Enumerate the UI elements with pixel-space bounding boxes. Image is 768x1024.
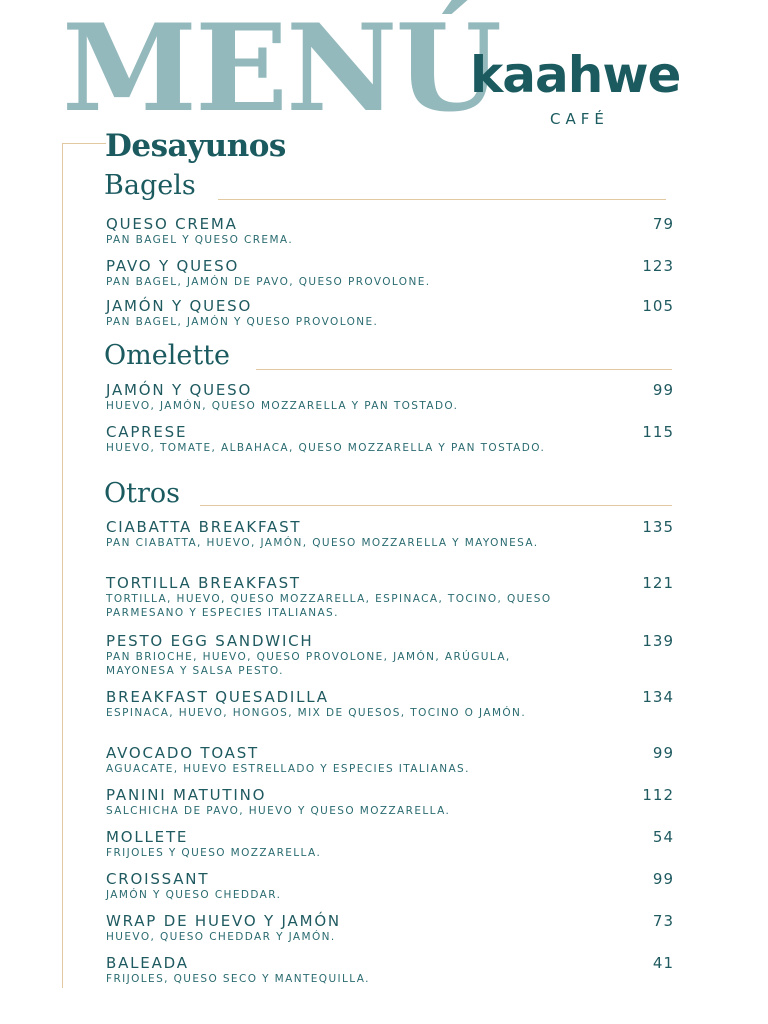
menu-item bbox=[106, 423, 674, 455]
category-title-omelette: Omelette bbox=[104, 340, 231, 371]
menu-item bbox=[106, 912, 674, 944]
menu-item bbox=[106, 828, 674, 860]
item-description: ESPINACA, HUEVO, HONGOS, MIX DE QUESOS, TOCINO O JAMÓN. bbox=[106, 707, 527, 719]
frame-border-left bbox=[62, 143, 63, 988]
category-divider-otros bbox=[200, 505, 672, 506]
menu-item bbox=[106, 297, 674, 329]
item-description: TORTILLA, HUEVO, QUESO MOZZARELLA, ESPINACA, TOCINO, QUESO PARMESANO Y ESPECIES ITALIANAS. bbox=[106, 593, 552, 619]
item-description: PAN CIABATTA, HUEVO, JAMÓN, QUESO MOZZARELLA Y MAYONESA. bbox=[106, 537, 539, 549]
item-name: JAMÓN Y QUESO bbox=[106, 381, 253, 399]
item-description: PAN BAGEL, JAMÓN DE PAVO, QUESO PROVOLONE. bbox=[106, 276, 431, 288]
item-price: 99 bbox=[652, 381, 674, 399]
item-description: SALCHICHA DE PAVO, HUEVO Y QUESO MOZZARELLA. bbox=[106, 805, 451, 817]
item-description: PAN BAGEL Y QUESO CREMA. bbox=[106, 234, 294, 246]
item-price: 139 bbox=[642, 632, 674, 650]
item-description: PAN BAGEL, JAMÓN Y QUESO PROVOLONE. bbox=[106, 316, 379, 328]
menu-item bbox=[106, 744, 674, 776]
item-price: 99 bbox=[652, 870, 674, 888]
section-title: Desayunos bbox=[105, 128, 286, 164]
menu-item bbox=[106, 786, 674, 818]
menu-title: MENÚ bbox=[62, 0, 500, 139]
item-description: FRIJOLES, QUESO SECO Y MANTEQUILLA. bbox=[106, 973, 370, 985]
item-description: HUEVO, QUESO CHEDDAR Y JAMÓN. bbox=[106, 931, 336, 943]
menu-item bbox=[106, 954, 674, 986]
item-price: 121 bbox=[642, 574, 674, 592]
menu-item bbox=[106, 518, 674, 550]
item-price: 123 bbox=[642, 257, 674, 275]
brand-logo bbox=[470, 46, 710, 128]
category-title-otros: Otros bbox=[104, 478, 181, 509]
item-price: 79 bbox=[652, 215, 674, 233]
item-price: 41 bbox=[652, 954, 674, 972]
item-price: 73 bbox=[652, 912, 674, 930]
frame-border-top bbox=[62, 143, 106, 144]
item-price: 99 bbox=[652, 744, 674, 762]
item-name: MOLLETE bbox=[106, 828, 189, 846]
item-name: PANINI MATUTINO bbox=[106, 786, 267, 804]
item-description: HUEVO, JAMÓN, QUESO MOZZARELLA Y PAN TOSTADO. bbox=[106, 400, 459, 412]
menu-item bbox=[106, 574, 674, 620]
item-name: TORTILLA BREAKFAST bbox=[106, 574, 301, 592]
item-name: BREAKFAST QUESADILLA bbox=[106, 688, 329, 706]
item-price: 54 bbox=[652, 828, 674, 846]
item-price: 134 bbox=[642, 688, 674, 706]
item-description: JAMÓN Y QUESO CHEDDAR. bbox=[106, 889, 282, 901]
category-title-bagels: Bagels bbox=[104, 170, 196, 201]
item-name: CROISSANT bbox=[106, 870, 210, 888]
item-price: 112 bbox=[642, 786, 674, 804]
item-name: WRAP DE HUEVO Y JAMÓN bbox=[106, 912, 341, 930]
item-description: HUEVO, TOMATE, ALBAHACA, QUESO MOZZARELLA Y PAN TOSTADO. bbox=[106, 442, 546, 454]
item-name: AVOCADO TOAST bbox=[106, 744, 260, 762]
menu-item bbox=[106, 688, 674, 720]
item-price: 135 bbox=[642, 518, 674, 536]
brand-subtitle: CAFÉ bbox=[550, 110, 609, 128]
item-description: AGUACATE, HUEVO ESTRELLADO Y ESPECIES ITALIANAS. bbox=[106, 763, 470, 775]
item-description: PAN BRIOCHE, HUEVO, QUESO PROVOLONE, JAMÓN, ARÚGULA, MAYONESA Y SALSA PESTO. bbox=[106, 651, 511, 677]
menu-item bbox=[106, 381, 674, 413]
item-price: 105 bbox=[642, 297, 674, 315]
item-name: PESTO EGG SANDWICH bbox=[106, 632, 314, 650]
item-name: JAMÓN Y QUESO bbox=[106, 297, 253, 315]
item-price: 115 bbox=[642, 423, 674, 441]
menu-item bbox=[106, 257, 674, 289]
item-name: CAPRESE bbox=[106, 423, 188, 441]
menu-item bbox=[106, 215, 674, 247]
item-description: FRIJOLES Y QUESO MOZZARELLA. bbox=[106, 847, 322, 859]
menu-item bbox=[106, 632, 674, 678]
category-divider-omelette bbox=[256, 369, 672, 370]
item-name: CIABATTA BREAKFAST bbox=[106, 518, 302, 536]
item-name: QUESO CREMA bbox=[106, 215, 238, 233]
brand-name: kaahwe bbox=[470, 46, 681, 104]
menu-item bbox=[106, 870, 674, 902]
item-name: BALEADA bbox=[106, 954, 189, 972]
item-name: PAVO Y QUESO bbox=[106, 257, 240, 275]
category-divider-bagels bbox=[218, 199, 666, 200]
